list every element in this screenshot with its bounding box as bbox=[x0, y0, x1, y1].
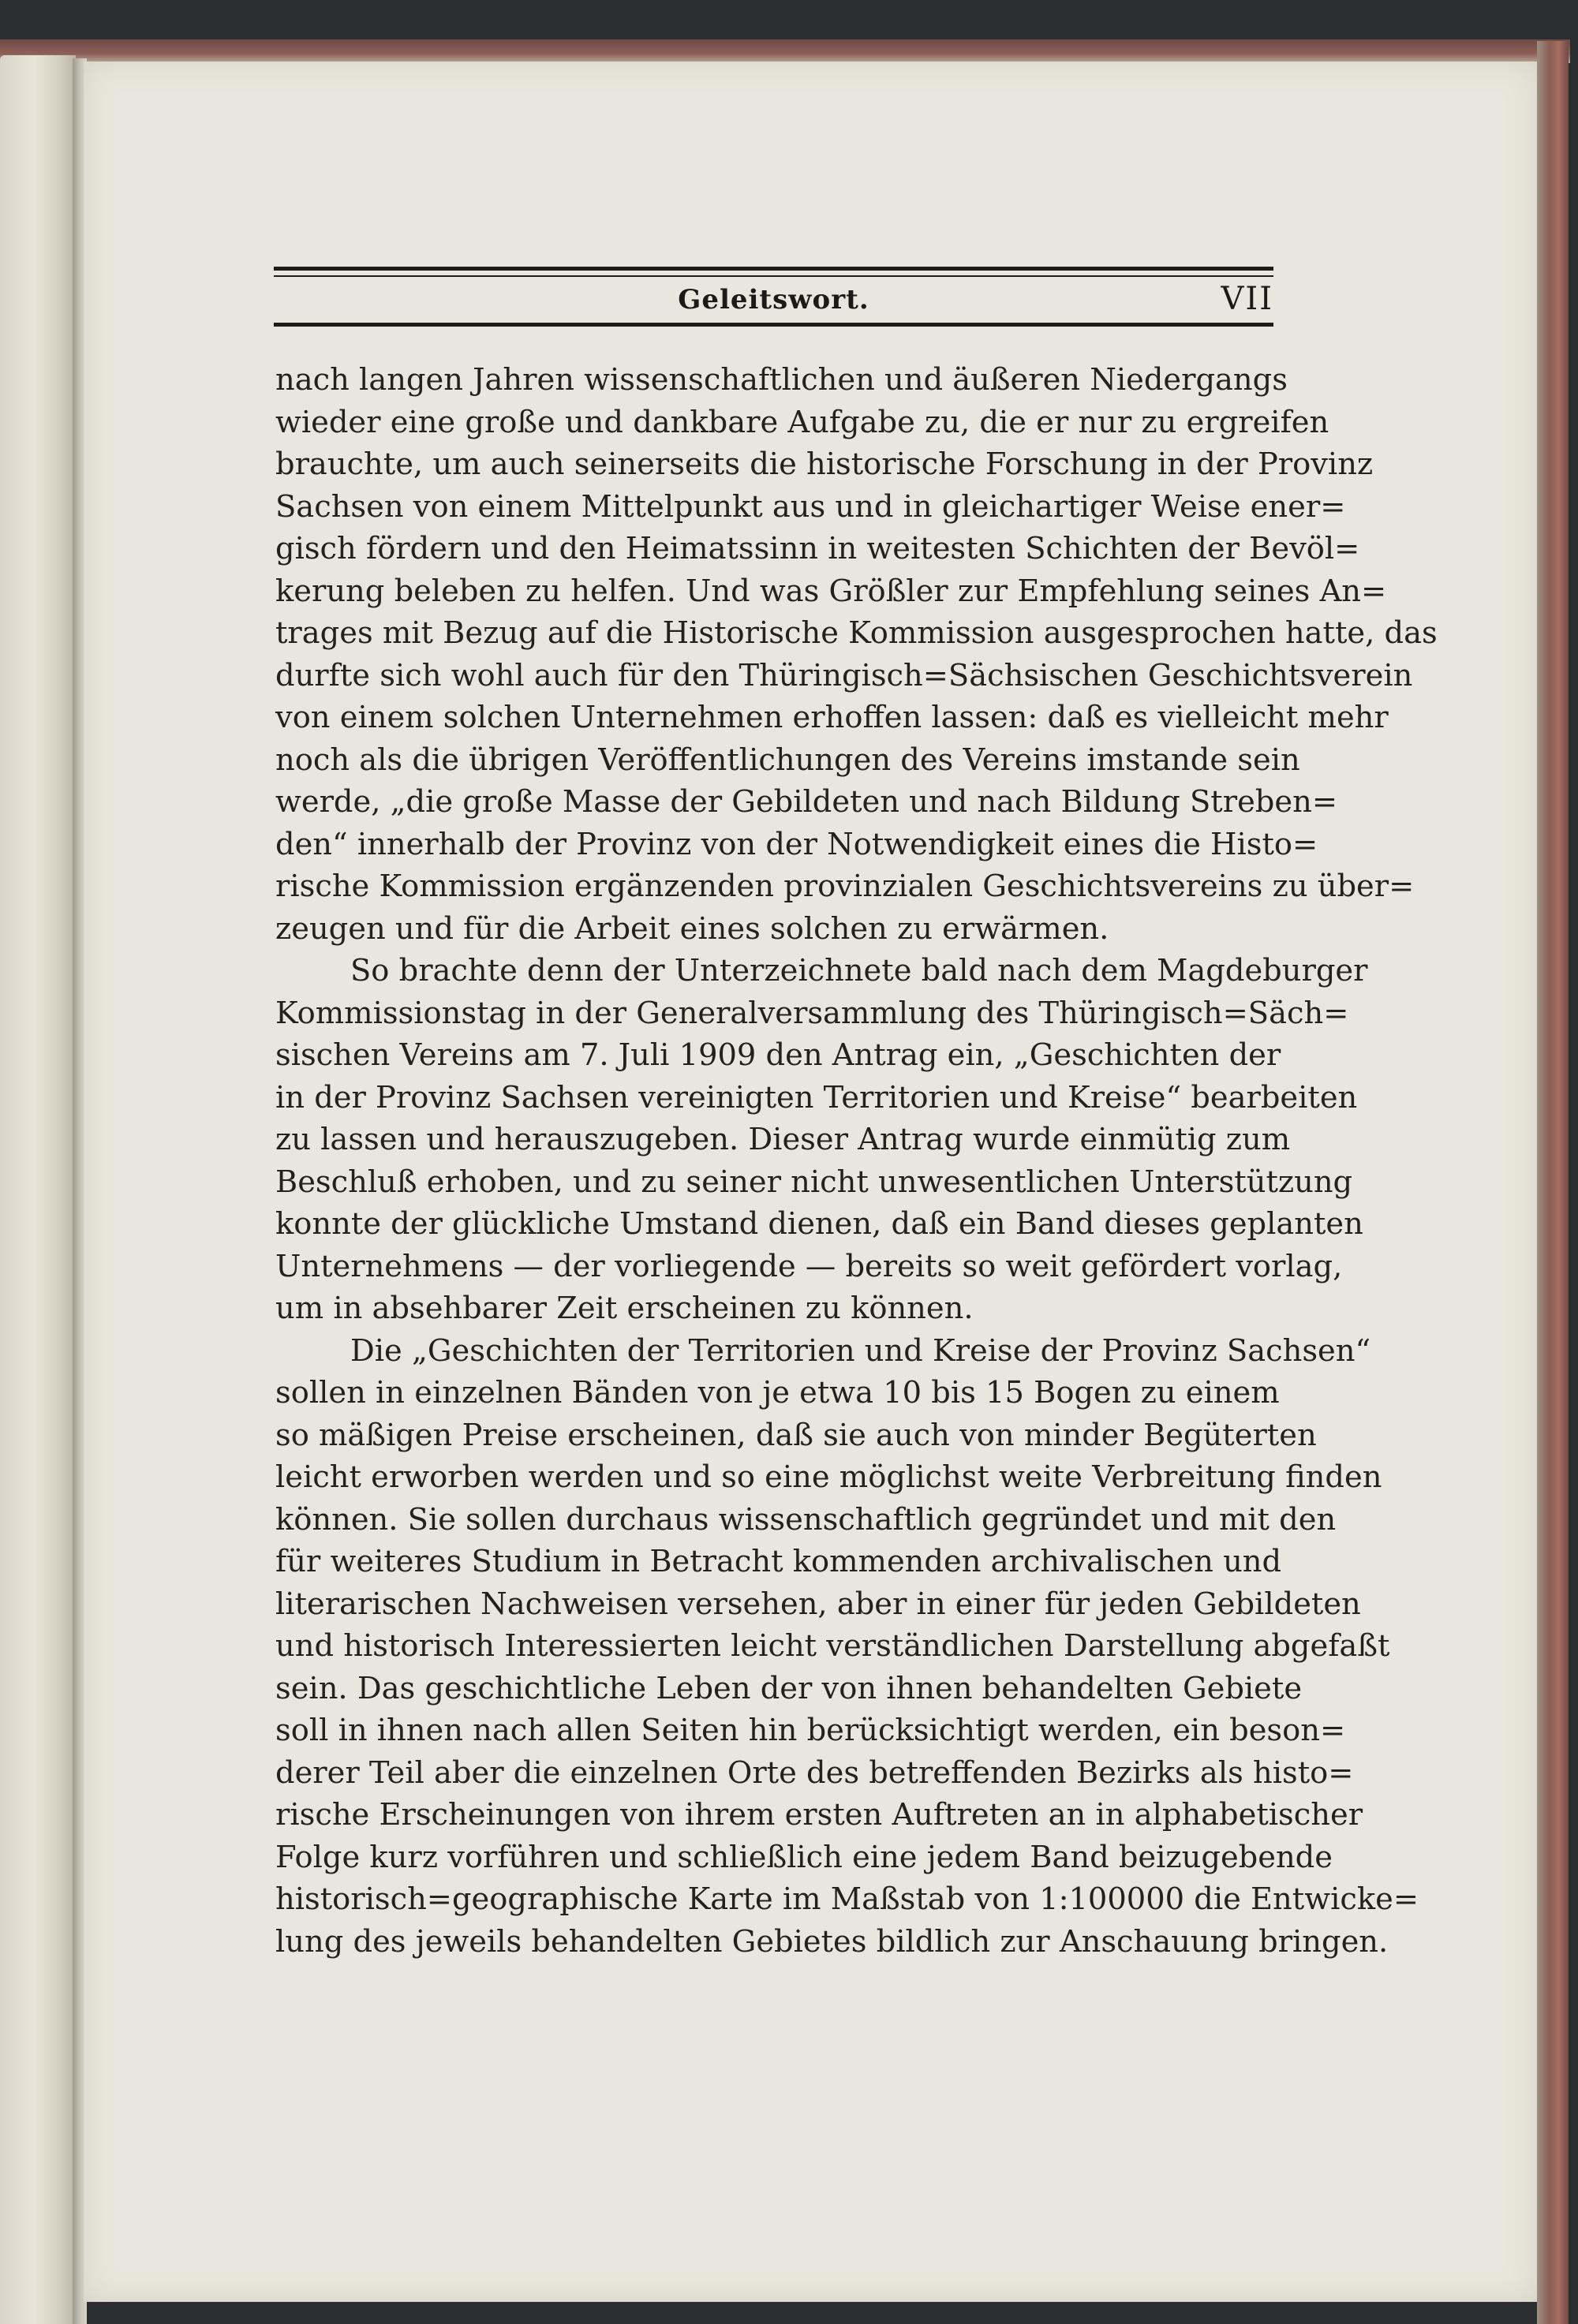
text-line: zeugen und für die Arbeit eines solchen zu erwärmen. bbox=[275, 910, 1109, 947]
text-line: um in absehbarer Zeit erscheinen zu können. bbox=[275, 1291, 974, 1326]
text-line: literarischen Nachweisen versehen, aber in einer für jeden Gebildeten bbox=[275, 1586, 1361, 1622]
text-line: noch als die übrigen Veröffentlichungen des Vereins imstande sein bbox=[275, 742, 1300, 778]
text-line: lung des jeweils behandelten Gebietes bildlich zur Anschauung bringen. bbox=[275, 1923, 1389, 1960]
text-line: sein. Das geschichtliche Leben der von ihnen behandelten Gebiete bbox=[275, 1670, 1303, 1706]
facing-page-edge bbox=[0, 55, 76, 2324]
text-line: brauchte, um auch seinerseits die historische Forschung in der Provinz bbox=[275, 446, 1374, 482]
text-line: leicht erworben werden und so eine möglichst weite Verbreitung finden bbox=[275, 1459, 1382, 1495]
text-line: zu lassen und herauszugeben. Dieser Antrag wurde einmütig zum bbox=[275, 1122, 1291, 1157]
text-line: den“ innerhalb der Provinz von der Notwendigkeit eines die Histo= bbox=[275, 826, 1318, 862]
text-line: Unternehmens — der vorliegende — bereits so weit gefördert vorlag, bbox=[275, 1248, 1343, 1284]
text-line: So brachte denn der Unterzeichnete bald nach dem Magdeburger bbox=[350, 953, 1368, 988]
running-head-title: Geleitswort. bbox=[678, 284, 869, 316]
text-line: werde, „die große Masse der Gebildeten und nach Bildung Streben= bbox=[275, 784, 1337, 820]
text-line: gisch fördern und den Heimatssinn in weitesten Schichten der Bevöl= bbox=[275, 531, 1360, 566]
text-line: wieder eine große und dankbare Aufgabe zu, die er nur zu ergreifen bbox=[275, 404, 1329, 440]
text-line: von einem solchen Unternehmen erhoffen lassen: daß es vielleicht mehr bbox=[275, 700, 1389, 735]
text-line: soll in ihnen nach allen Seiten hin berücksichtigt werden, ein beson= bbox=[275, 1713, 1346, 1748]
text-line: und historisch Interessierten leicht verständlichen Darstellung abgefaßt bbox=[275, 1628, 1390, 1664]
text-line: in der Provinz Sachsen vereinigten Territorien und Kreise“ bearbeiten bbox=[275, 1079, 1358, 1115]
header-rule-top bbox=[274, 267, 1273, 271]
book-cover-right-edge bbox=[1537, 41, 1569, 2324]
text-line: derer Teil aber die einzelnen Orte des betreffenden Bezirks als histo= bbox=[275, 1754, 1354, 1791]
text-line: konnte der glückliche Umstand dienen, daß ein Band dieses geplanten bbox=[275, 1206, 1363, 1242]
text-line: durfte sich wohl auch für den Thüringisch=Sächsischen Geschichtsverein bbox=[275, 657, 1413, 693]
text-line: historisch=geographische Karte im Maßstab von 1:100000 die Entwicke= bbox=[275, 1881, 1419, 1917]
text-line: Beschluß erhoben, und zu seiner nicht unwesentlichen Unterstützung bbox=[275, 1164, 1353, 1200]
text-line: für weiteres Studium in Betracht kommenden archivalischen und bbox=[275, 1544, 1282, 1579]
text-line: kerung beleben zu helfen. Und was Größler zur Empfehlung seines An= bbox=[275, 573, 1387, 609]
text-line: Kommissionstag in der Generalversammlung des Thüringisch=Säch= bbox=[275, 995, 1349, 1031]
text-line: Sachsen von einem Mittelpunkt aus und in gleichartiger Weise ener= bbox=[275, 488, 1346, 525]
text-line: sischen Vereins am 7. Juli 1909 den Antrag ein, „Geschichten der bbox=[275, 1037, 1281, 1073]
text-line: so mäßigen Preise erscheinen, daß sie auch von minder Begüterten bbox=[275, 1417, 1317, 1453]
text-line: nach langen Jahren wissenschaftlichen und äußeren Niedergangs bbox=[275, 362, 1288, 398]
book-cover-top-edge bbox=[0, 39, 1570, 63]
text-line: Folge kurz vorführen und schließlich eine jedem Band beizugebende bbox=[275, 1839, 1333, 1875]
page-number: VII bbox=[1221, 281, 1273, 317]
text-line: Die „Geschichten der Territorien und Kreise der Provinz Sachsen“ bbox=[350, 1332, 1371, 1369]
body-text bbox=[275, 359, 1438, 1963]
header-rule-top-thin bbox=[274, 275, 1273, 277]
text-line: können. Sie sollen durchaus wissenschaftlich gegründet und mit den bbox=[275, 1501, 1337, 1538]
text-line: rische Kommission ergänzenden provinzialen Geschichtsvereins zu über= bbox=[275, 869, 1415, 904]
text-line: sollen in einzelnen Bänden von je etwa 10 bis 15 Bogen zu einem bbox=[275, 1375, 1280, 1410]
text-line: trages mit Bezug auf die Historische Kommission ausgesprochen hatte, das bbox=[275, 615, 1438, 651]
header-rule-bottom bbox=[274, 323, 1273, 327]
text-line: rische Erscheinungen von ihrem ersten Auftreten an in alphabetischer bbox=[275, 1797, 1363, 1833]
